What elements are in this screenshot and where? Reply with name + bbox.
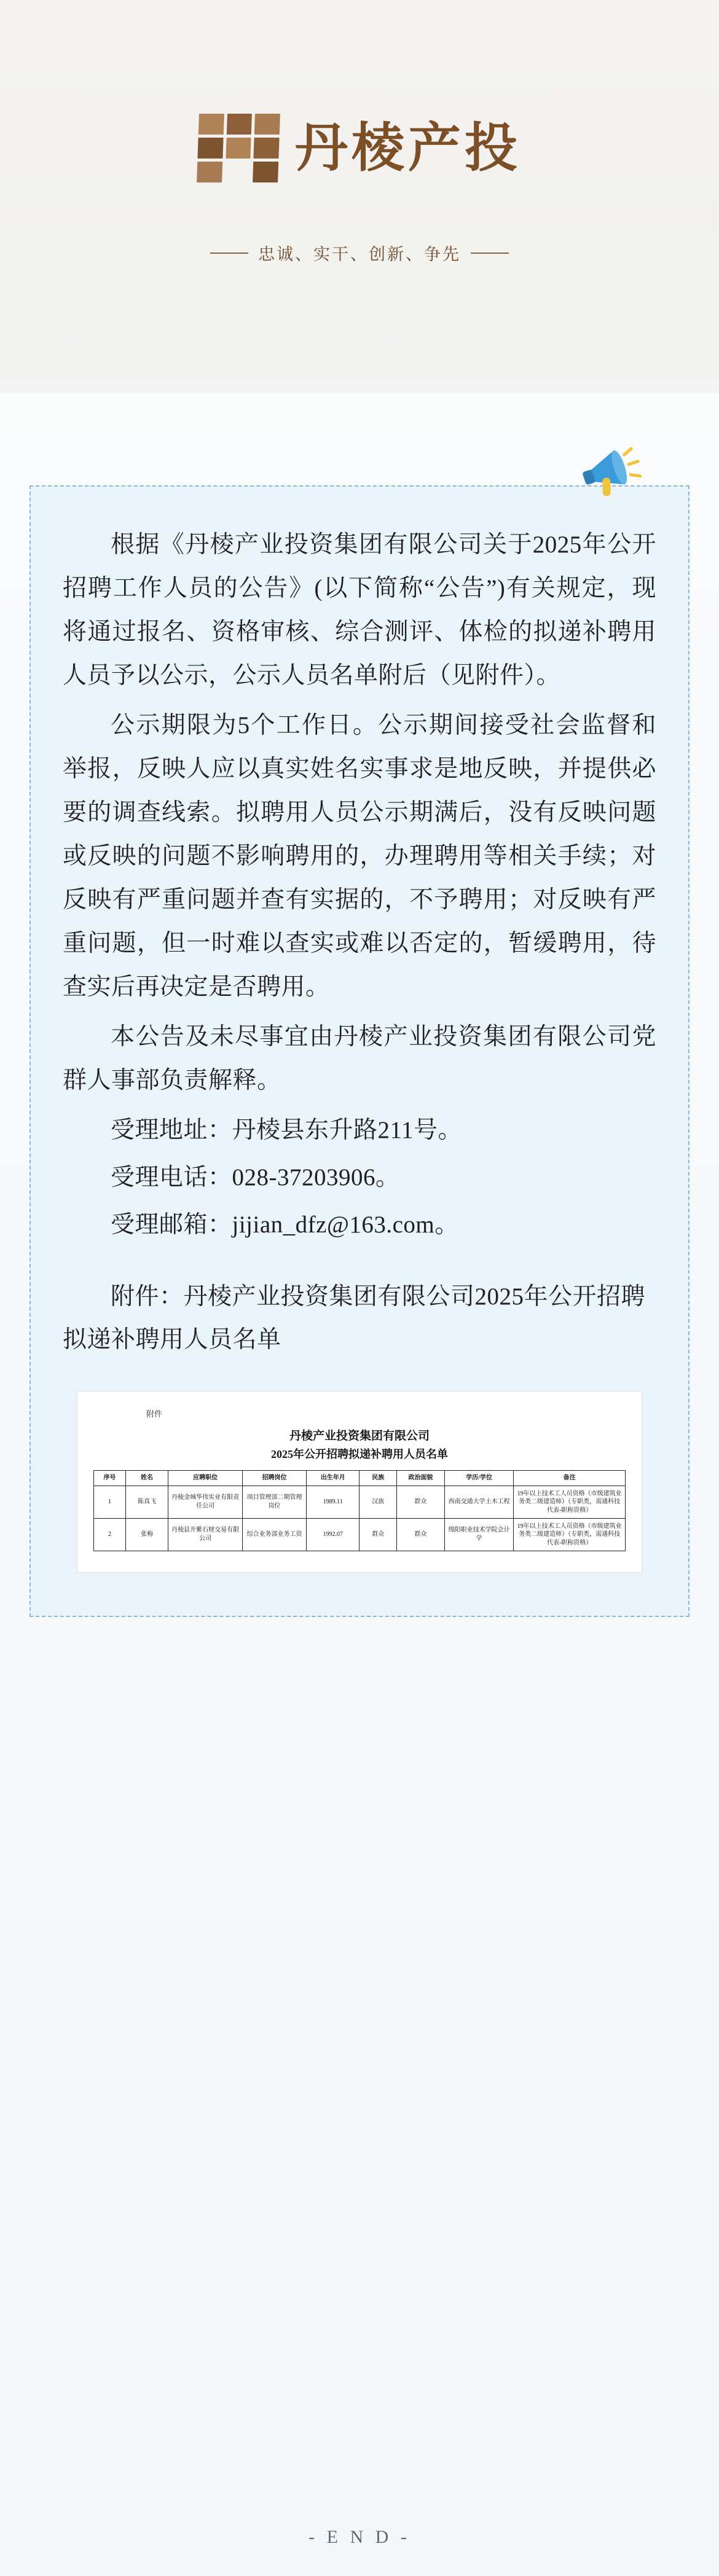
cell-remark: 19年以上技术工人员资格（市级建筑业务类二级建造师）（专职类，需通科技代表-职称资格） bbox=[514, 1486, 626, 1518]
col-remark: 备注 bbox=[514, 1471, 626, 1486]
table-header-row bbox=[94, 1471, 626, 1486]
notice-paragraph-1: 根据《丹棱产业投资集团有限公司关于2025年公开招聘工作人员的公告》(以下简称“公告”)有关规定，现将通过报名、资格审核、综合测评、体检的拟递补聘用人员予以公示，公示人员名单附后（见附件）。 bbox=[63, 531, 656, 689]
tagline-block bbox=[0, 241, 719, 265]
contact-email: 受理邮箱：jijian_dfz@163.com。 bbox=[111, 1211, 459, 1238]
attachment-note: 附件：丹棱产业投资集团有限公司2025年公开招聘拟递补聘用人员名单 bbox=[63, 1283, 646, 1353]
org-name: 丹棱产投 bbox=[295, 119, 521, 178]
cell-post: 综合业务部业务工资 bbox=[243, 1518, 307, 1551]
notice-paragraph-3: 本公告及未尽事宜由丹棱产业投资集团有限公司党群人事部负责解释。 bbox=[63, 1023, 656, 1094]
cell-name: 张梅 bbox=[125, 1518, 168, 1551]
col-ethnicity: 民族 bbox=[360, 1471, 397, 1486]
contact-address: 受理地址：丹棱县东升路211号。 bbox=[111, 1116, 463, 1143]
cell-ethnicity: 群众 bbox=[360, 1518, 397, 1551]
col-name: 姓名 bbox=[125, 1471, 168, 1486]
cell-education: 西南交通大学土木工程 bbox=[444, 1486, 513, 1518]
notice-card bbox=[29, 485, 690, 1617]
cell-name: 陈真飞 bbox=[125, 1486, 168, 1518]
col-post: 招聘岗位 bbox=[243, 1471, 307, 1486]
cell-politics: 群众 bbox=[397, 1486, 445, 1518]
cell-ethnicity: 汉族 bbox=[360, 1486, 397, 1518]
megaphone-icon bbox=[575, 437, 648, 505]
table-row bbox=[94, 1486, 626, 1518]
attachment-table bbox=[93, 1470, 626, 1551]
attachment-subtitle: 2025年公开招聘拟递补聘用人员名单 bbox=[271, 1448, 448, 1461]
col-birth: 出生年月 bbox=[306, 1471, 360, 1486]
cell-education: 绵阳职业技术学院会计学 bbox=[444, 1518, 513, 1551]
cell-position: 丹棱县开紫石财交易有限公司 bbox=[168, 1518, 243, 1551]
cell-index: 1 bbox=[94, 1486, 126, 1518]
tagline-rule-right bbox=[471, 253, 509, 254]
cell-index: 2 bbox=[94, 1518, 126, 1551]
col-education: 学历/学位 bbox=[444, 1471, 513, 1486]
table-row bbox=[94, 1518, 626, 1551]
cell-birth: 1989.11 bbox=[306, 1486, 360, 1518]
col-position: 应聘职位 bbox=[168, 1471, 243, 1486]
cell-remark: 19年以上技术工人员资格（市级建筑业务类二级建造师）（专职类，需通科技代表-职称资格） bbox=[514, 1518, 626, 1551]
cell-politics: 群众 bbox=[397, 1518, 445, 1551]
cell-position: 丹棱金城华伟实业有限责任公司 bbox=[168, 1486, 243, 1518]
attachment-label: 附件 bbox=[146, 1409, 163, 1419]
tagline-text: 忠诚、实干、创新、争先 bbox=[258, 245, 461, 264]
cell-post: 项目管理部二期管理岗位 bbox=[243, 1486, 307, 1518]
col-politics: 政治面貌 bbox=[397, 1471, 445, 1486]
cell-birth: 1992.07 bbox=[306, 1518, 360, 1551]
brick-grid-logo-icon bbox=[197, 114, 280, 182]
contact-phone: 受理电话：028-37203906。 bbox=[111, 1164, 400, 1191]
header-banner bbox=[0, 0, 719, 393]
end-marker: - E N D - bbox=[308, 2527, 411, 2547]
tagline-rule-left bbox=[210, 253, 248, 254]
notice-paragraph-2: 公示期限为5个工作日。公示期间接受社会监督和举报，反映人应以真实姓名实事求是地反映，并提供必要的调查线索。拟聘用人员公示期满后，没有反映问题或反映的问题不影响聘用的，办理聘用等相关手续；对反映有严重问题并查有实据的，不予聘用；对反映有严重问题，但一时难以查实或难以否定的，暂缓聘用，待查实后再决定是否聘用。 bbox=[63, 711, 656, 1000]
attachment-image[interactable] bbox=[77, 1391, 642, 1573]
logo-block bbox=[0, 114, 719, 182]
attachment-title: 丹棱产业投资集团有限公司 bbox=[289, 1429, 430, 1443]
col-index: 序号 bbox=[94, 1471, 126, 1486]
